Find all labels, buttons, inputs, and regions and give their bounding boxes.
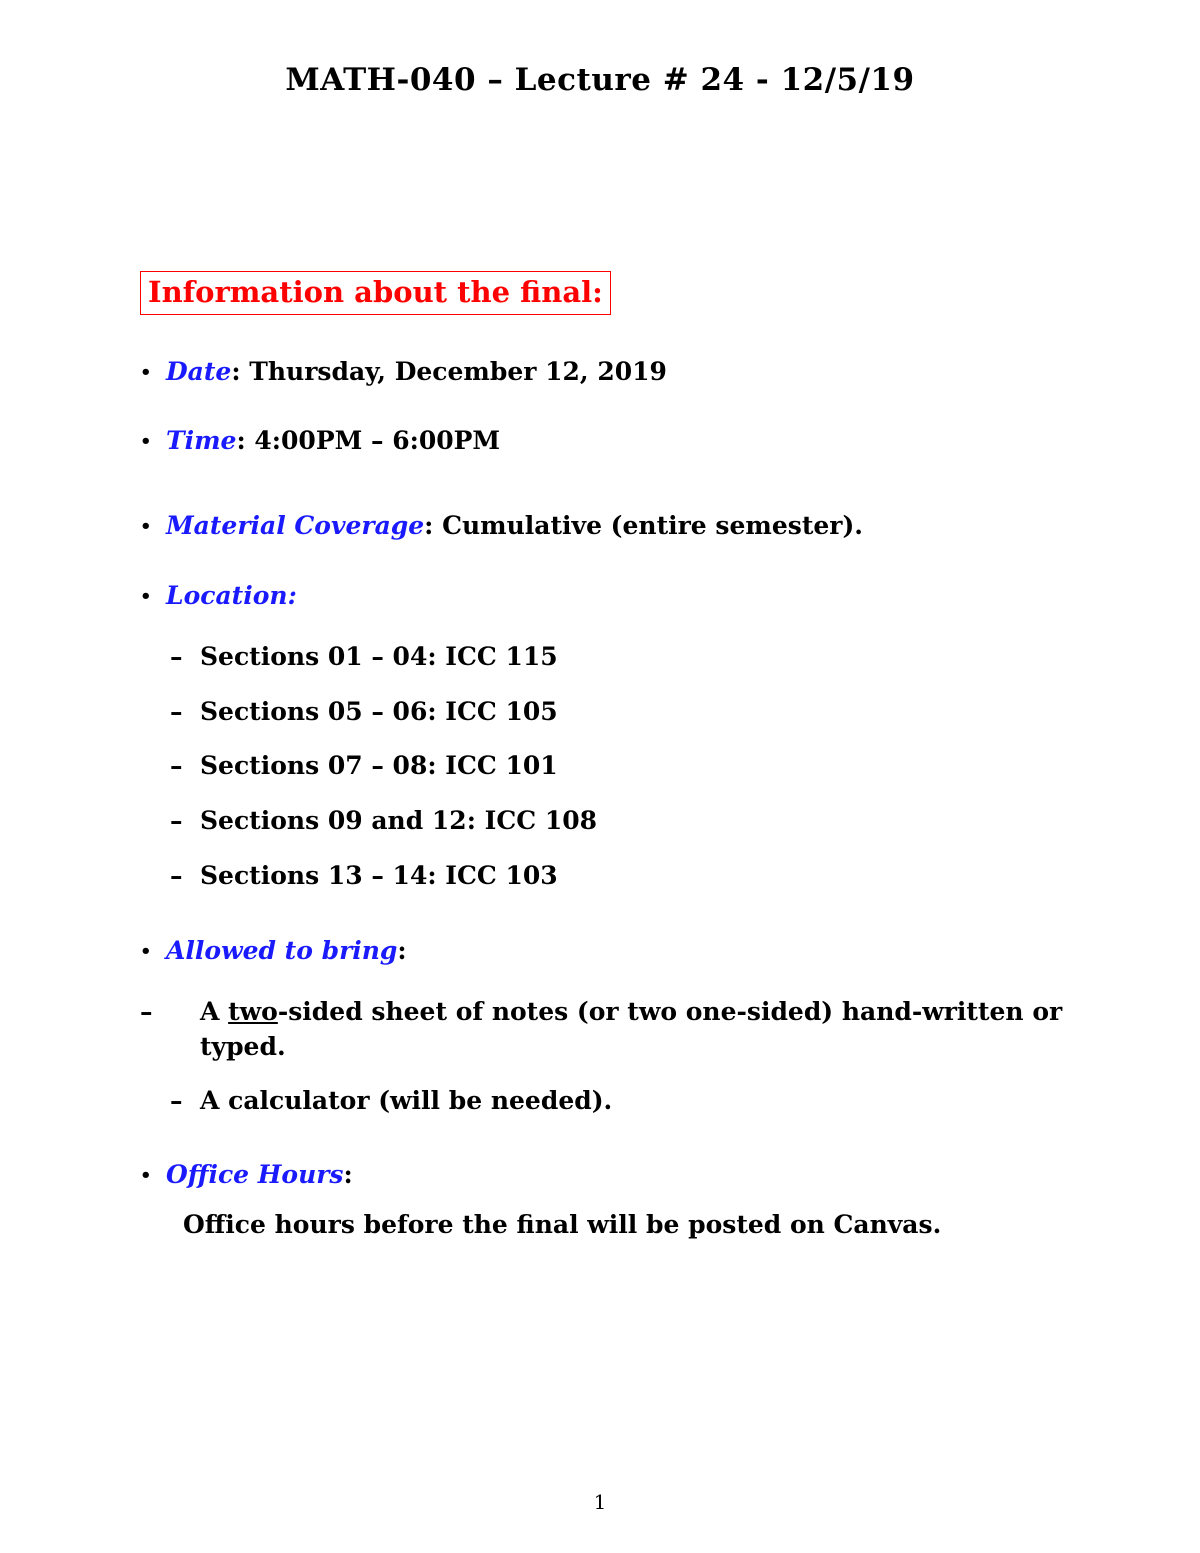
item-separator: : — [343, 1160, 353, 1189]
notes-text-post: -sided sheet of notes (or two one-sided) hand-written or typed. — [200, 997, 1063, 1061]
item-key: Allowed to bring — [166, 936, 398, 965]
location-room-item — [170, 641, 558, 673]
item-value: 4:00PM – 6:00PM — [245, 426, 501, 455]
dash-icon: – — [170, 861, 183, 890]
room-text: Sections 07 – 08: ICC 101 — [200, 751, 558, 780]
dash-icon: – — [170, 642, 183, 671]
office-hours-text: Office hours before the final will be posted on Canvas. — [183, 1210, 942, 1239]
room-text: Sections 13 – 14: ICC 103 — [200, 861, 558, 890]
bullet-icon: • — [140, 1165, 152, 1186]
calculator-text: A calculator (will be needed). — [200, 1086, 613, 1115]
info-item-location — [140, 580, 297, 613]
dash-icon: – — [170, 1086, 183, 1115]
item-key: Time — [166, 426, 237, 455]
item-separator: : — [231, 357, 241, 386]
section-heading: Information about the final: — [140, 271, 611, 315]
room-text: Sections 05 – 06: ICC 105 — [200, 697, 558, 726]
info-item-date — [140, 356, 667, 389]
item-value: Thursday, December 12, 2019 — [240, 357, 667, 386]
info-item-coverage — [140, 510, 863, 543]
location-room-item — [170, 750, 558, 782]
dash-icon: – — [170, 751, 183, 780]
item-separator: : — [397, 936, 407, 965]
notes-text-pre: A — [200, 997, 229, 1026]
dash-icon: – — [140, 997, 153, 1026]
bullet-icon: • — [140, 516, 152, 537]
location-room-item — [170, 696, 558, 728]
bullet-icon: • — [140, 431, 152, 452]
room-text: Sections 01 – 04: ICC 115 — [200, 642, 558, 671]
page-number: 1 — [593, 1490, 607, 1514]
info-item-office-hours — [140, 1159, 353, 1192]
notes-underlined-word: two — [228, 997, 278, 1026]
info-item-allowed — [140, 935, 407, 968]
item-value: Cumulative (entire semester). — [433, 511, 863, 540]
room-text: Sections 09 and 12: ICC 108 — [200, 806, 598, 835]
dash-icon: – — [170, 697, 183, 726]
item-key: Material Coverage — [166, 511, 425, 540]
page-title: MATH-040 – Lecture # 24 - 12/5/19 — [285, 62, 915, 98]
item-key: Date — [166, 357, 232, 386]
item-key: Location: — [166, 581, 297, 610]
info-item-time — [140, 425, 500, 458]
dash-icon: – — [170, 806, 183, 835]
item-separator: : — [236, 426, 246, 455]
location-room-item — [170, 860, 558, 892]
location-room-item — [170, 805, 597, 837]
bullet-icon: • — [140, 941, 152, 962]
item-key: Office Hours — [166, 1160, 344, 1189]
allowed-notes-item — [140, 994, 1130, 1064]
bullet-icon: • — [140, 586, 152, 607]
allowed-calculator-item — [170, 1085, 612, 1117]
bullet-icon: • — [140, 362, 152, 383]
item-separator: : — [424, 511, 434, 540]
